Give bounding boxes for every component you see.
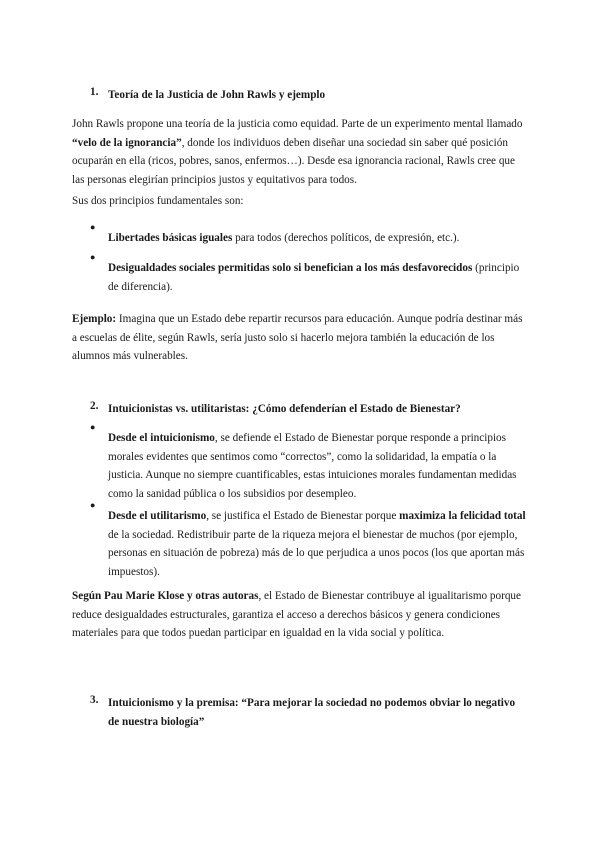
utilitarianism-bold: Desde el utilitarismo [108, 510, 207, 523]
section-2-number: 2. [90, 400, 99, 412]
bullet-icon: ● [90, 500, 96, 510]
intro-text-bold: “velo de la ignorancia” [72, 136, 182, 149]
utilitarianism-bold-2: maximiza la felicidad total [399, 510, 526, 523]
principle-1 [108, 229, 528, 248]
intuitionism-bold: Desde el intuicionismo [108, 432, 215, 445]
section-3-number: 3. [90, 694, 99, 706]
section-1-number: 1. [90, 86, 99, 98]
intuitionism-text: , se defiende el Estado de Bienestar porque responde a principios morales evidentes que sentimos como “correctos”, como la solidaridad, la empatía o la justicia. Aunque no siempre cuantificables, estas intuiciones morales fundamentan medidas como la sanidad pública o los subsidios por desempleo. [108, 432, 517, 500]
principle-2-bold: Desigualdades sociales permitidas solo si benefician a los más desfavorecidos [108, 262, 473, 275]
section-2-heading: Intuicionistas vs. utilitaristas: ¿Cómo defenderían el Estado de Bienestar? [108, 403, 461, 415]
example-label: Ejemplo: [72, 313, 117, 325]
klose-text: , el Estado de Bienestar contribuye al igualitarismo porque reduce desigualdades estructurales, garantiza el acceso a derechos básicos y genera condiciones materiales para que todos puedan participar en igualdad en la vida social y política. [72, 590, 521, 639]
utilitarianism-bullet [108, 507, 528, 581]
principle-2 [108, 259, 528, 296]
example-text: Imagina que un Estado debe repartir recursos para educación. Aunque podría destinar más a escuelas de élite, según Rawls, sería justo solo si hacerlo mejora también la educación de los alumnos más vulnerables. [72, 313, 523, 362]
principle-2-text: (principio de diferencia). [108, 262, 520, 293]
bullet-icon: ● [90, 252, 96, 262]
intro-text-a: John Rawls propone una teoría de la justicia como equidad. Parte de un experimento mental llamado [72, 118, 523, 130]
principle-1-text: para todos (derechos políticos, de expresión, etc.). [232, 232, 460, 245]
section-3-heading: Intuicionismo y la premisa: “Para mejorar la sociedad no podemos obviar lo negativo de nuestra biología” [108, 697, 516, 728]
intuitionism-bullet [108, 429, 528, 503]
intro-text-c: , donde los individuos deben diseñar una sociedad sin saber qué posición ocuparán en ella (ricos, pobres, sanos, enfermos…). Desde esa ignorancia racional, Rawls cree que las personas elegirían principios justos y equitativos para todos. [72, 136, 515, 186]
principles-intro: Sus dos principios fundamentales son: [72, 195, 244, 207]
example-paragraph [72, 310, 528, 366]
section-1-heading: Teoría de la Justicia de John Rawls y ejemplo [108, 89, 326, 101]
section-1-intro-paragraph [72, 115, 528, 189]
utilitarianism-text: de la sociedad. Redistribuir parte de la riqueza mejora el bienestar de muchos (por ejemplo, personas en situación de pobreza) más de lo que perjudica a unos pocos (los que aportan más impuestos). [108, 528, 525, 578]
klose-paragraph [72, 587, 528, 643]
utilitarianism-text-mid: , se justifica el Estado de Bienestar porque [206, 510, 400, 523]
klose-bold: Según Pau Marie Klose y otras autoras [72, 590, 259, 602]
bullet-icon: ● [90, 422, 96, 432]
bullet-icon: ● [90, 222, 96, 232]
principle-1-bold: Libertades básicas iguales [108, 232, 233, 245]
